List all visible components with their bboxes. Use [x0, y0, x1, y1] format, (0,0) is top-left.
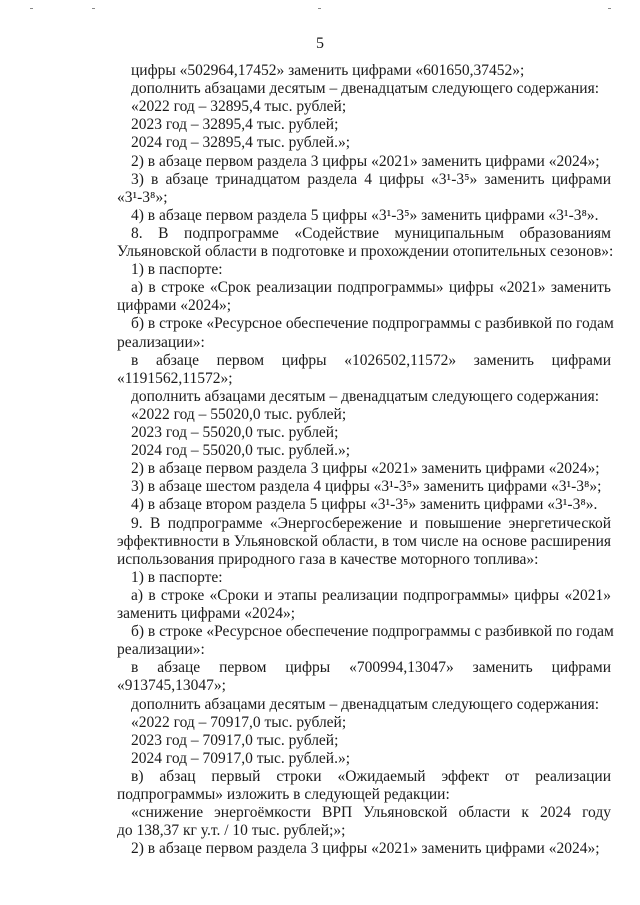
text-line: «3¹-3⁸»;: [117, 188, 168, 206]
text-line: дополнить абзацами десятым – двенадцатым следующего содержания:: [131, 80, 600, 98]
text-line: «1191562,11572»;: [117, 369, 233, 387]
text-line: 1) в паспорте:: [131, 261, 223, 279]
text-line: 3) в абзаце шестом раздела 4 цифры «3¹-3⁵» заменить цифрами «3¹-3⁸»;: [131, 478, 602, 496]
scan-mark: [318, 8, 321, 9]
text-line: 2023 год – 55020,0 тыс. рублей;: [131, 424, 339, 441]
text-line: цифры «502964,17452» заменить цифрами «601650,37452»;: [131, 62, 525, 79]
scan-mark: [608, 8, 611, 9]
scan-mark: [30, 8, 33, 9]
text-line: 2) в абзаце первом раздела 3 цифры «2021» заменить цифрами «2024»;: [131, 152, 600, 170]
text-line: Ульяновской области в подготовке и прохождении отопительных сезонов»:: [117, 243, 614, 260]
text-line: 2024 год – 55020,0 тыс. рублей.»;: [131, 442, 351, 460]
text-line: «2022 год – 55020,0 тыс. рублей;: [131, 405, 347, 423]
text-line: «2022 год – 70917,0 тыс. рублей;: [131, 713, 347, 731]
text-line: дополнить абзацами десятым – двенадцатым следующего содержания:: [131, 387, 600, 405]
text-line: 2023 год – 70917,0 тыс. рублей;: [131, 731, 339, 749]
text-line: использования природного газа в качестве моторного топлива»:: [117, 550, 539, 568]
text-line: 1) в паспорте:: [131, 568, 223, 586]
text-line: 8. В подпрограмме «Содействие муниципальным образованиям: [131, 224, 611, 242]
text-line: 2024 год – 70917,0 тыс. рублей.»;: [131, 749, 351, 767]
text-line: а) в строке «Срок реализации подпрограммы» цифры «2021» заменить: [131, 279, 611, 297]
page-number: 5: [316, 35, 324, 52]
text-line: подпрограммы» изложить в следующей редакции:: [117, 786, 450, 803]
text-line: 2024 год – 32895,4 тыс. рублей.»;: [131, 134, 351, 152]
text-line: 3) в абзаце тринадцатом раздела 4 цифры «3¹-3⁵» заменить цифрами: [131, 170, 611, 188]
text-line: до 138,37 кг у.т. / 10 тыс. рублей;»;: [117, 822, 346, 840]
text-line: «2022 год – 32895,4 тыс. рублей;: [131, 98, 347, 116]
text-line: 2023 год – 32895,4 тыс. рублей;: [131, 116, 339, 134]
text-line: а) в строке «Сроки и этапы реализации подпрограммы» цифры «2021»: [131, 586, 611, 604]
text-line: цифрами «2024»;: [117, 297, 232, 315]
text-line: в) абзац первый строки «Ожидаемый эффект от реализации: [131, 767, 611, 785]
text-line: в абзаце первом цифры «1026502,11572» заменить цифрами: [131, 351, 611, 369]
text-line: заменить цифрами «2024»;: [117, 605, 296, 622]
text-line: 9. В подпрограмме «Энергосбережение и повышение энергетической: [131, 514, 611, 532]
text-line: реализации»:: [117, 333, 205, 351]
text-line: дополнить абзацами десятым – двенадцатым следующего содержания:: [131, 695, 600, 713]
text-line: 4) в абзаце втором раздела 5 цифры «3¹-3⁵» заменить цифрами «3¹-3⁸».: [131, 496, 598, 514]
text-line: эффективности в Ульяновской области, в том числе на основе расширения: [117, 532, 611, 550]
text-line: в абзаце первом цифры «700994,13047» заменить цифрами: [131, 659, 611, 677]
text-line: 2) в абзаце первом раздела 3 цифры «2021» заменить цифрами «2024»;: [131, 840, 600, 858]
text-line: 4) в абзаце первом раздела 5 цифры «3¹-3⁵» заменить цифрами «3¹-3⁸».: [131, 206, 599, 224]
text-line: реализации»:: [117, 641, 205, 659]
text-line: 2) в абзаце первом раздела 3 цифры «2021» заменить цифрами «2024»;: [131, 460, 600, 478]
text-line: «снижение энергоёмкости ВРП Ульяновской области к 2024 году: [131, 804, 611, 822]
text-line: «913745,13047»;: [117, 677, 226, 695]
text-line: б) в строке «Ресурсное обеспечение подпрограммы с разбивкой по годам: [131, 315, 614, 333]
scan-mark: [92, 8, 95, 9]
text-line: б) в строке «Ресурсное обеспечение подпрограммы с разбивкой по годам: [131, 623, 614, 641]
